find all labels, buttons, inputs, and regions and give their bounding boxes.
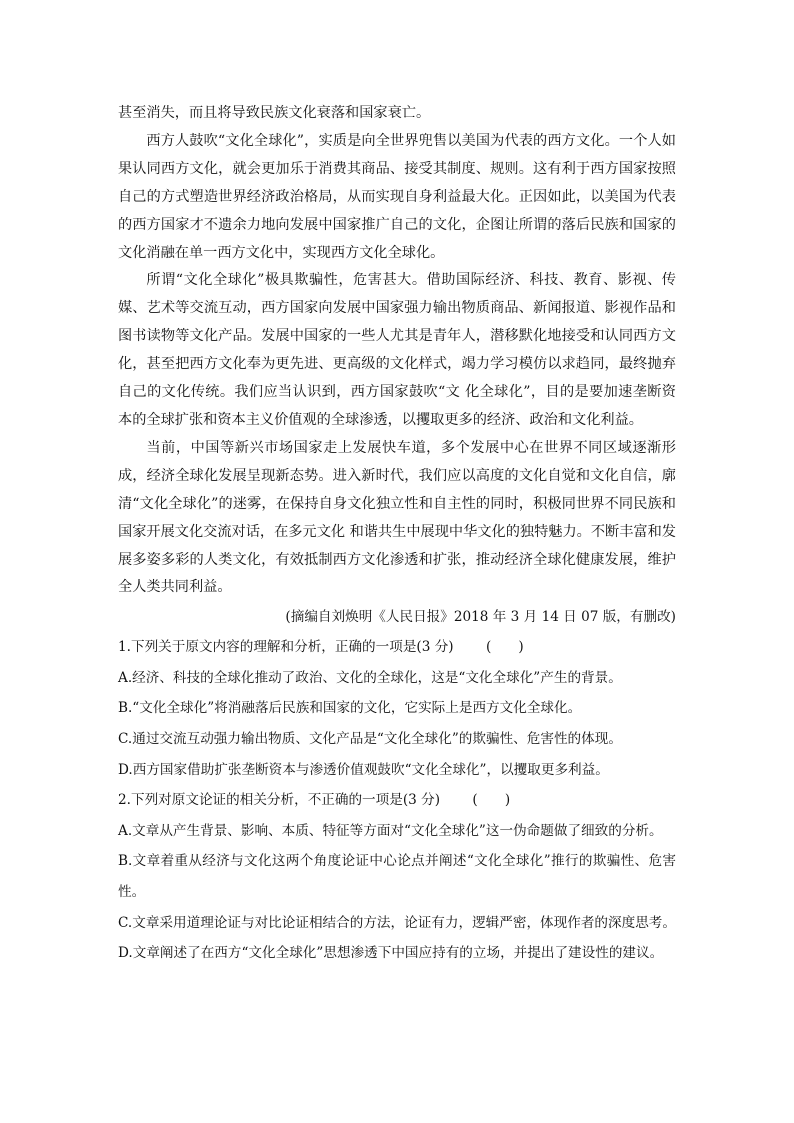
question-1-answer-blank: ( ): [485, 639, 524, 656]
document-content: [118, 100, 676, 969]
question-2-stem: 2.下列对原文论证的相关分析，不正确的一项是(3 分): [118, 792, 441, 809]
question-1: [118, 632, 676, 785]
question-2-answer-blank: ( ): [472, 792, 511, 809]
question-2: [118, 785, 676, 969]
question-1-option-a: A.经济、科技的全球化推动了政治、文化的全球化，这是“文化全球化”产生的背景。: [118, 669, 622, 686]
article-source: (摘编自刘焕明《人民日报》2018 年 3 月 14 日 07 版，有删改): [285, 609, 676, 626]
question-1-stem: 1.下列关于原文内容的理解和分析，正确的一项是(3 分): [118, 639, 454, 656]
question-2-option-c: C.文章采用道理论证与对比论证相结合的方法，论证有力，逻辑严密，体现作者的深度思考。: [118, 914, 676, 931]
article-paragraph-1: 甚至消失，而且将导致民族文化衰落和国家衰亡。: [118, 105, 431, 121]
question-1-option-c: C.通过交流互动强力输出物质、文化产品是“文化全球化”的欺骗性、危害性的体现。: [118, 731, 622, 747]
question-2-option-b: B.文章着重从经济与文化这两个角度论证中心论点并阐述“文化全球化”推行的欺骗性、危害性。: [118, 853, 676, 900]
question-2-option-d: D.文章阐述了在西方“文化全球化”思想渗透下中国应持有的立场，并提出了建设性的建议。: [118, 945, 664, 962]
article-paragraph-4: 当前，中国等新兴市场国家走上发展快车道，多个发展中心在世界不同区域逐渐形成，经济全球化发展呈现新态势。进入新时代，我们应以高度的文化自觉和文化自信，廓清“文化全球化”的迷雾，在保持自身文化独立性和自主性的同时，积极同世界不同民族和国家开展文化交流对话，在多元文化 和谐共生中展现中华文化的独特魅力。不断丰富和发展多姿多彩的人类文化，有效抵制西方文化渗透和扩张，推动经济全球化健康发展，维护全人类共同利益。: [118, 439, 676, 596]
question-1-option-d: D.西方国家借助扩张垄断资本与渗透价值观鼓吹“文化全球化”，以攫取更多利益。: [118, 761, 609, 778]
article-paragraph-2: 西方人鼓吹“文化全球化”，实质是向全世界兜售以美国为代表的西方文化。一个人如果认同西方文化，就会更加乐于消费其商品、接受其制度、规则。这有利于西方国家按照自己的方式塑造世界经济政治格局，从而实现自身利益最大化。正因如此，以美国为代表的西方国家才不遗余力地向发展中国家推广自己的文化，企图让所谓的落后民族和国家的文化消融在单一西方文化中，实现西方文化全球化。: [118, 132, 676, 261]
article-paragraph-3: 所谓“文化全球化”极具欺骗性，危害甚大。借助国际经济、科技、教育、影视、传媒、艺术等交流互动，西方国家向发展中国家强力输出物质商品、新闻报道、影视作品和图书读物等文化产品。发展中国家的一些人尤其是青年人，潜移默化地接受和认同西方文化，甚至把西方文化奉为更先进、更高级的文化样式，竭力学习模仿以求趋同，最终抛弃自己的文化传统。我们应当认识到，西方国家鼓吹“文 化全球化”，目的是要加速垄断资本的全球扩张和资本主义价值观的全球渗透，以攫取更多的经济、政治和文化利益。: [118, 272, 676, 428]
question-2-option-a: A.文章从产生背景、影响、本质、特征等方面对“文化全球化”这一伪命题做了细致的分析。: [118, 822, 663, 839]
question-1-option-b: B.“文化全球化”将消融落后民族和国家的文化，它实际上是西方文化全球化。: [118, 700, 582, 717]
